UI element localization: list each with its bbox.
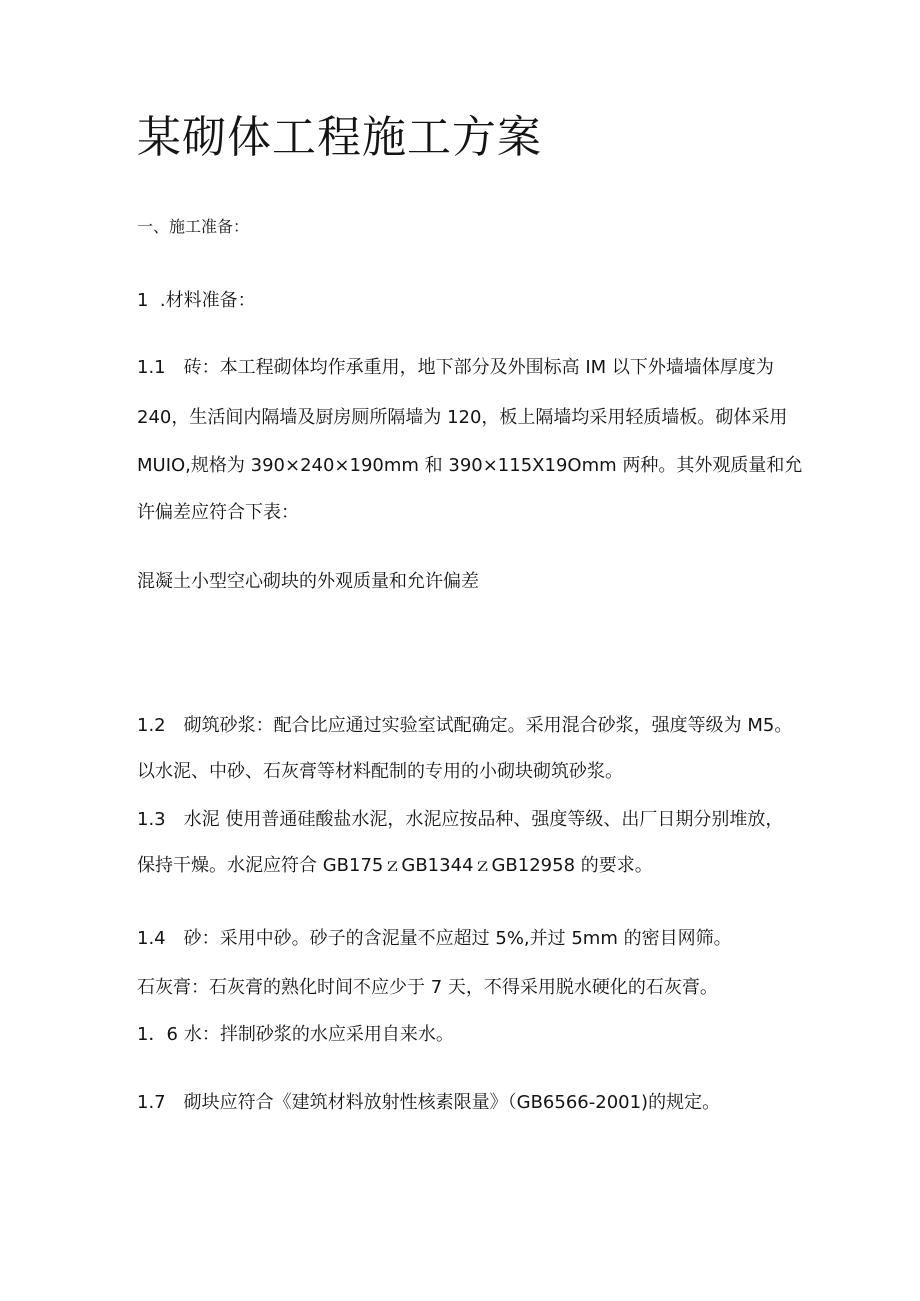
paragraph-1-6 (137, 1023, 454, 1047)
document-title: 某砌体工程施工方案 (137, 112, 542, 163)
paragraph-number: 1.1 (137, 357, 166, 378)
paragraph-line: 240，生活间内隔墙及厨房厕所隔墙为 120，板上隔墙均采用轻质墙板。砌体采用 (137, 407, 788, 428)
paragraph-line: 以水泥、中砂、石灰膏等材料配制的专用的小砌块砌筑砂浆。 (137, 761, 623, 782)
paragraph-line: MUIO,规格为 390×240×190mm 和 390×115X19Omm 两种。其外观质量和允 (137, 455, 803, 476)
paragraph-line: 许偏差应符合下表： (137, 502, 299, 523)
paragraph-text: 砖：本工程砌体均作承重用，地下部分及外围标高 IM 以下外墙墙体厚度为 (183, 357, 774, 378)
paragraph-1-7 (137, 1091, 720, 1115)
paragraph-text: 砌块应符合《建筑材料放射性核素限量》（GB6566-2001)的规定。 (183, 1092, 721, 1113)
paragraph-number: 1.4 (137, 928, 166, 949)
paragraph-number: 1．6 (137, 1024, 178, 1045)
paragraph-number: 1.7 (137, 1092, 166, 1113)
paragraph-1-4 (137, 927, 732, 951)
paragraph-lime-paste: 石灰膏：石灰膏的熟化时间不应少于 7 天，不得采用脱水硬化的石灰膏。 (137, 977, 718, 998)
paragraph-text: 砌筑砂浆：配合比应通过实验室试配确定。采用混合砂浆，强度等级为 M5。 (183, 715, 793, 736)
paragraph-line (137, 714, 792, 738)
section-heading: 一、施工准备： (137, 217, 250, 236)
paragraph-line: 保持干燥。水泥应符合 GB175ｚGB1344ｚGB12958 的要求。 (137, 855, 653, 876)
paragraph-number: 1.3 (137, 809, 166, 830)
paragraph-line (137, 356, 774, 380)
paragraph-text: 砂：采用中砂。砂子的含泥量不应超过 5%,并过 5mm 的密目网筛。 (183, 928, 732, 949)
paragraph-text: 水：拌制砂浆的水应采用自来水。 (183, 1024, 454, 1045)
paragraph-number: 1.2 (137, 715, 166, 736)
paragraph-text: 水泥 使用普通硅酸盐水泥，水泥应按品种、强度等级、出厂日期分别堆放， (183, 809, 784, 830)
subsection-heading: 1 .材料准备： (137, 290, 256, 311)
paragraph-line (137, 808, 783, 832)
table-caption: 混凝土小型空心砌块的外观质量和允许偏差 (137, 571, 479, 592)
